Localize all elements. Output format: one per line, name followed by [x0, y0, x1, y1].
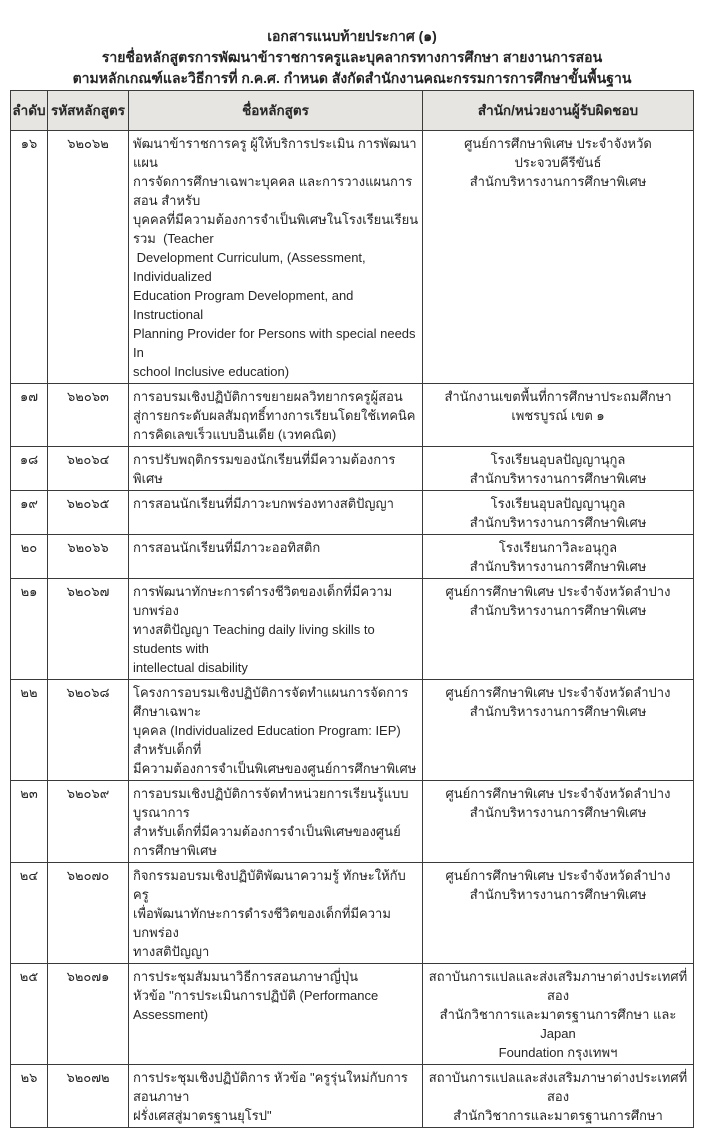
- row-number-cell: ๑๖: [11, 131, 48, 384]
- course-code-cell: ๖๒๐๖๖: [48, 535, 129, 579]
- document-subtitle-1: รายชื่อหลักสูตรการพัฒนาข้าราชการครูและบุคลากรทางการศึกษา สายงานการสอน: [101, 49, 603, 65]
- course-name-line: การคิดเลขเร็วแบบอินเดีย (เวทคณิต): [133, 427, 337, 442]
- office-line: สำนักบริหารงานการศึกษาพิเศษ: [469, 704, 647, 719]
- row-number-cell: ๑๘: [11, 447, 48, 491]
- office-cell: [423, 579, 694, 680]
- office-cell: [423, 491, 694, 535]
- table-row: [11, 384, 694, 447]
- course-name-line: บุคคลที่มีความต้องการจำเป็นพิเศษในโรงเรียนเรียนรวม (Teacher: [133, 212, 419, 246]
- office-line: โรงเรียนกาวิละอนุกูล: [498, 540, 618, 555]
- office-line: สำนักบริหารงานการศึกษาพิเศษ: [469, 603, 647, 618]
- row-number-cell: ๒๑: [11, 579, 48, 680]
- course-code-cell: ๖๒๐๖๗: [48, 579, 129, 680]
- row-number-cell: ๒๕: [11, 964, 48, 1065]
- document-title: เอกสารแนบท้ายประกาศ (๑): [267, 28, 437, 44]
- document-subtitle-2: ตามหลักเกณฑ์และวิธีการที่ ก.ค.ศ. กำหนด สังกัดสำนักงานคณะกรรมการการศึกษาขั้นพื้นฐาน: [72, 70, 632, 86]
- office-line: ศูนย์การศึกษาพิเศษ ประจำจังหวัดลำปาง: [445, 685, 671, 700]
- office-line: ศูนย์การศึกษาพิเศษ ประจำจังหวัดลำปาง: [445, 786, 671, 801]
- course-name-line: intellectual disability: [133, 660, 248, 675]
- office-line: สำนักบริหารงานการศึกษาพิเศษ: [469, 887, 647, 902]
- course-name-line: พัฒนาข้าราชการครู ผู้ให้บริการประเมิน การพัฒนาแผน: [133, 136, 417, 170]
- course-code-cell: ๖๒๐๖๙: [48, 781, 129, 863]
- office-line: สำนักบริหารงานการศึกษาพิเศษ: [469, 559, 647, 574]
- office-line: โรงเรียนอุบลปัญญานุกูล: [490, 496, 626, 511]
- row-number-cell: ๒๖: [11, 1065, 48, 1128]
- table-row: [11, 131, 694, 384]
- office-line: สำนักงานเขตพื้นที่การศึกษาประถมศึกษาเพชรบูรณ์ เขต ๑: [444, 389, 672, 423]
- row-number-cell: ๒๐: [11, 535, 48, 579]
- office-line: สำนักบริหารงานการศึกษาพิเศษ: [469, 805, 647, 820]
- course-name-line: การพัฒนาทักษะการดำรงชีวิตของเด็กที่มีความบกพร่อง: [133, 584, 393, 618]
- course-name-line: การสอนนักเรียนที่มีภาวะออทิสติก: [133, 540, 321, 555]
- course-name-cell: [129, 579, 423, 680]
- course-name-line: ทางสติปัญญา: [133, 944, 210, 959]
- course-name-line: การจัดการศึกษาเฉพาะบุคคล และการวางแผนการสอน สำหรับ: [133, 174, 413, 208]
- course-code-cell: ๖๒๐๖๕: [48, 491, 129, 535]
- course-name-cell: [129, 680, 423, 781]
- course-name-line: กิจกรรมอบรมเชิงปฏิบัติพัฒนาความรู้ ทักษะให้กับครู: [133, 868, 406, 902]
- office-cell: [423, 131, 694, 384]
- office-line: สำนักวิชาการและมาตรฐานการศึกษา: [453, 1108, 663, 1123]
- office-cell: [423, 384, 694, 447]
- table-header-row: [11, 91, 694, 131]
- table-row: [11, 579, 694, 680]
- office-line: ศูนย์การศึกษาพิเศษ ประจำจังหวัดประจวบคีรีขันธ์: [464, 136, 652, 170]
- course-name-line: สู่การยกระดับผลสัมฤทธิ์ทางการเรียนโดยใช้เทคนิค: [133, 408, 416, 423]
- table-row: [11, 863, 694, 964]
- table-row: [11, 964, 694, 1065]
- course-name-cell: [129, 447, 423, 491]
- course-code-cell: ๖๒๐๖๒: [48, 131, 129, 384]
- course-code-cell: ๖๒๐๖๘: [48, 680, 129, 781]
- course-name-line: การอบรมเชิงปฏิบัติการขยายผลวิทยากรครูผู้สอน: [133, 389, 403, 404]
- column-header-office: สำนัก/หน่วยงานผู้รับผิดชอบ: [423, 91, 694, 131]
- office-cell: [423, 535, 694, 579]
- course-name-line: Development Curriculum, (Assessment, Individualized: [133, 250, 370, 284]
- office-line: สถาบันการแปลและส่งเสริมภาษาต่างประเทศที่สอง: [428, 1070, 688, 1104]
- course-name-line: Planning Provider for Persons with special needs In: [133, 326, 420, 360]
- office-line: สำนักบริหารงานการศึกษาพิเศษ: [469, 515, 647, 530]
- table-row: [11, 491, 694, 535]
- course-name-cell: [129, 384, 423, 447]
- course-name-cell: [129, 1065, 423, 1128]
- column-header-no: ลำดับ: [11, 91, 48, 131]
- course-name-line: การประชุมเชิงปฏิบัติการ หัวข้อ "ครูรุ่นใหม่กับการสอนภาษา: [133, 1070, 408, 1104]
- office-line: สถาบันการแปลและส่งเสริมภาษาต่างประเทศที่สอง: [428, 969, 688, 1003]
- office-line: สำนักวิชาการและมาตรฐานการศึกษา และ Japan: [439, 1007, 680, 1041]
- office-line: โรงเรียนอุบลปัญญานุกูล: [490, 452, 626, 467]
- office-line: ศูนย์การศึกษาพิเศษ ประจำจังหวัดลำปาง: [445, 584, 671, 599]
- course-name-line: โครงการอบรมเชิงปฏิบัติการจัดทำแผนการจัดการศึกษาเฉพาะ: [133, 685, 409, 719]
- office-cell: [423, 781, 694, 863]
- course-name-line: school Inclusive education): [133, 364, 290, 379]
- office-line: ศูนย์การศึกษาพิเศษ ประจำจังหวัดลำปาง: [445, 868, 671, 883]
- course-name-line: สำหรับเด็กที่มีความต้องการจำเป็นพิเศษของศูนย์การศึกษาพิเศษ: [133, 824, 401, 858]
- office-cell: [423, 1065, 694, 1128]
- course-name-line: มีความต้องการจำเป็นพิเศษของศูนย์การศึกษาพิเศษ: [133, 761, 417, 776]
- course-name-line: การปรับพฤติกรรมของนักเรียนที่มีความต้องการพิเศษ: [133, 452, 396, 486]
- course-code-cell: ๖๒๐๗๒: [48, 1065, 129, 1128]
- course-name-cell: [129, 491, 423, 535]
- course-name-cell: [129, 535, 423, 579]
- course-name-line: การสอนนักเรียนที่มีภาวะบกพร่องทางสติปัญญา: [133, 496, 394, 511]
- office-line: สำนักบริหารงานการศึกษาพิเศษ: [469, 174, 647, 189]
- row-number-cell: ๒๓: [11, 781, 48, 863]
- course-name-line: ทางสติปัญญา Teaching daily living skills to students with: [133, 622, 379, 656]
- course-code-cell: ๖๒๐๗๐: [48, 863, 129, 964]
- course-name-line: บุคคล (Individualized Education Program: IEP) สำหรับเด็กที่: [133, 723, 405, 757]
- course-name-line: เพื่อพัฒนาทักษะการดำรงชีวิตของเด็กที่มีความบกพร่อง: [133, 906, 391, 940]
- course-code-cell: ๖๒๐๖๔: [48, 447, 129, 491]
- table-row: [11, 447, 694, 491]
- office-cell: [423, 447, 694, 491]
- table-row: [11, 781, 694, 863]
- course-name-cell: [129, 964, 423, 1065]
- office-cell: [423, 680, 694, 781]
- course-name-cell: [129, 863, 423, 964]
- course-name-line: การอบรมเชิงปฏิบัติการจัดทำหน่วยการเรียนรู้แบบบูรณาการ: [133, 786, 409, 820]
- course-name-line: หัวข้อ "การประเมินการปฏิบัติ (Performance Assessment): [133, 988, 382, 1022]
- column-header-course: ชื่อหลักสูตร: [129, 91, 423, 131]
- row-number-cell: ๑๙: [11, 491, 48, 535]
- table-row: [11, 680, 694, 781]
- course-name-line: Education Program Development, and Instructional: [133, 288, 358, 322]
- course-name-line: ฝรั่งเศสสู่มาตรฐานยุโรป": [133, 1108, 272, 1123]
- course-table: [10, 90, 694, 1128]
- course-code-cell: ๖๒๐๗๑: [48, 964, 129, 1065]
- office-line: สำนักบริหารงานการศึกษาพิเศษ: [469, 471, 647, 486]
- course-name-cell: [129, 131, 423, 384]
- course-code-cell: ๖๒๐๖๓: [48, 384, 129, 447]
- row-number-cell: ๒๒: [11, 680, 48, 781]
- table-row: [11, 1065, 694, 1128]
- office-line: Foundation กรุงเทพฯ: [498, 1045, 618, 1060]
- office-cell: [423, 863, 694, 964]
- column-header-code: รหัสหลักสูตร: [48, 91, 129, 131]
- office-cell: [423, 964, 694, 1065]
- row-number-cell: ๒๔: [11, 863, 48, 964]
- course-name-cell: [129, 781, 423, 863]
- table-row: [11, 535, 694, 579]
- document-header: [0, 0, 704, 89]
- row-number-cell: ๑๗: [11, 384, 48, 447]
- course-name-line: การประชุมสัมมนาวิธีการสอนภาษาญี่ปุ่น: [133, 969, 358, 984]
